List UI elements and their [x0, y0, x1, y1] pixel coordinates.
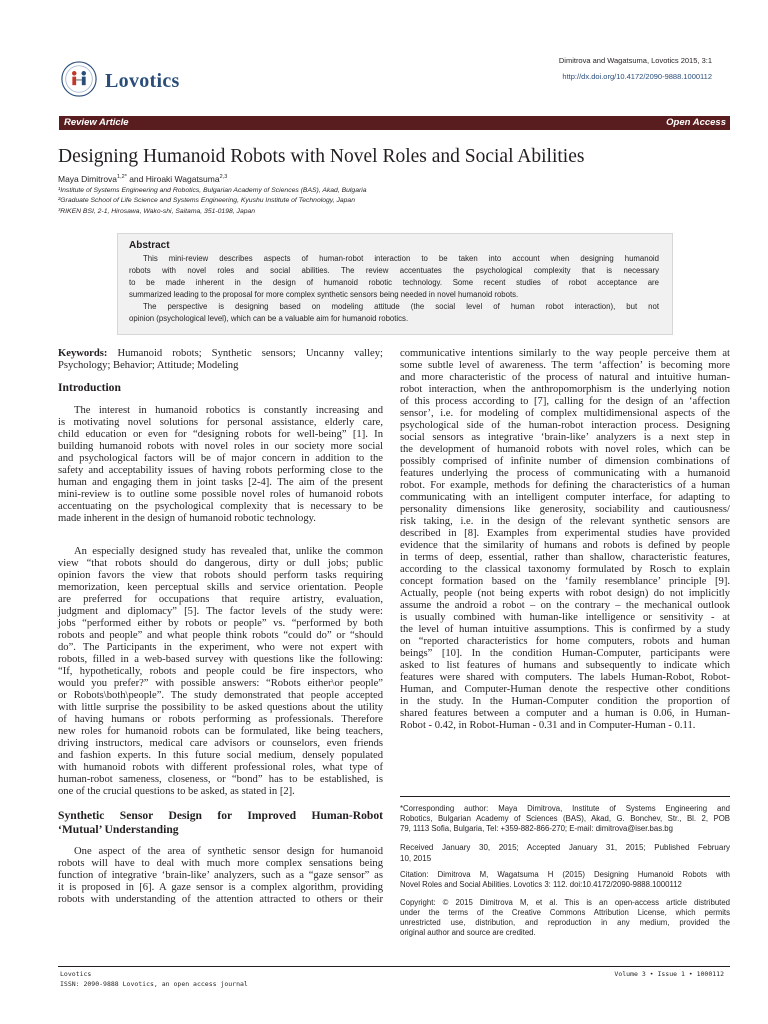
- text-line: Human, and Computer-Human denote the respective other conditions: [400, 684, 730, 695]
- footer-volume: Volume 3 • Issue 1 • 1000112: [614, 970, 724, 978]
- text-line: shared features between a computer and a human is 0.06, in Human-: [400, 708, 730, 719]
- text-line: would you prefer?” with possible answers: “Robots either\or people”: [58, 678, 383, 689]
- text-line: robots and people” and what people think robots “could do” or “should: [58, 630, 383, 641]
- abstract-line: opinion (psychological level), which can be a valuable aim for humanoid robotics.: [129, 314, 409, 323]
- abstract-line: summarized leading to the proposal for more complex synthetic sensors being needed in novel humanoid robots.: [129, 290, 519, 299]
- text-line: made inherent in the design of humanoid robotic technology.: [58, 513, 316, 524]
- text-line: building humanoid robots with novel roles in our society more social: [58, 441, 383, 452]
- received-dates: Received January 30, 2015; Accepted January 31, 2015; Published February 10, 2015: [400, 843, 730, 863]
- introduction-heading: Introduction: [58, 381, 121, 394]
- header-doi-link[interactable]: http://dx.doi.org/10.4172/2090-9888.1000112: [562, 72, 712, 81]
- text-line: One aspect of the area of synthetic sensor design for humanoid: [74, 846, 383, 857]
- keywords-cont: Psychology; Behavior; Attitude; Modeling: [58, 360, 239, 371]
- text-line: beings” [10]. In the condition Human-Computer, participants were: [400, 648, 730, 659]
- abstract-line: robots with novel roles and social abilities. The review accentuates the psychological complexity that is necessary: [129, 266, 659, 275]
- journal-name: Lovotics: [105, 70, 180, 92]
- text-line: personality dimensions like generosity, sociability and cautiousness/: [400, 504, 730, 515]
- text-line: psychological side of the human-robot interaction process. Designing: [400, 420, 730, 431]
- text-line: possibly comprised of infinite number of dimension combinations of: [400, 456, 730, 467]
- text-line: in the study. In the Human-Computer condition the proportion of: [400, 696, 730, 707]
- text-line: function of integrative ‘brain-like’ analyzers, such as a “gaze sensor” as: [58, 870, 383, 881]
- text-line: driving instructors, medical care advisors or counselors, even friends: [58, 738, 383, 749]
- text-line: accentuating on the psychological complexity that is necessary to be: [58, 501, 383, 512]
- text-line: child education or even for “designing robots for well-being” [1]. In: [58, 429, 383, 440]
- text-line: of this process according to [7], calling for the design of an ‘affection: [400, 396, 730, 407]
- text-line: and fashion experts. In this future social medium, densely populated: [58, 750, 383, 761]
- journal-logo: [60, 60, 98, 98]
- affiliation-1: ¹Institute of Systems Engineering and Robotics, Bulgarian Academy of Sciences (BAS), Akad, Bulgaria: [58, 187, 367, 194]
- paper-title: Designing Humanoid Robots with Novel Roles and Social Abilities: [58, 146, 585, 167]
- text-line: it is proposed in [6]. A gaze sensor is a complex algorithm, providing: [58, 882, 383, 893]
- synthetic-heading-cont: ‘Mutual’ Understanding: [58, 823, 179, 836]
- text-line: judgment and diplomacy” [5]. The factor levels of the study were:: [58, 606, 383, 617]
- text-line: is motivating novel solutions for personal assistance, elderly care,: [58, 417, 383, 428]
- text-line: and psychological factors will be of major concern in addition to the: [58, 453, 383, 464]
- text-line: new roles for humanoid robots can be formulated, like being teachers,: [58, 726, 383, 737]
- text-line: in terms of deep, essential, rather than shallow, characteristic features,: [400, 552, 730, 563]
- footer-rule: [58, 966, 730, 967]
- text-line: communicative intentions similarly to the way people perceive them at: [400, 348, 730, 359]
- text-line: social sensors as integrative ‘brain-like’ analyzers is a next step in: [400, 432, 730, 443]
- text-line: robots will have to deal with much more complex sensations being: [58, 858, 383, 869]
- synthetic-heading: Synthetic Sensor Design for Improved Human-Robot: [58, 809, 383, 822]
- authors: Maya Dimitrova$^{1,2*}$ and Hiroaki Wagatsuma$^{2,3}$: [58, 174, 228, 184]
- text-line: features underlying the process of communicating with a humanoid: [400, 468, 730, 479]
- text-line: robots, filled in a web-based survey with questions like the following:: [58, 654, 383, 665]
- text-line: features were shared with computers. The labels Human-Robot, Robot-: [400, 672, 730, 683]
- text-line: is usually combined with human-like intelligence or sensitivity - at: [400, 612, 730, 623]
- abstract-line: to be made inherent in the design of humanoid robotic technology. Some recent studies of robot acceptance are: [129, 278, 659, 287]
- text-line: robot. For example, methods for defining the characteristics of a human: [400, 480, 730, 491]
- abstract-heading: Abstract: [129, 240, 170, 251]
- text-line: assume the android a robot – on the contrary – the mechanical outlook: [400, 600, 730, 611]
- citation: Citation: Dimitrova M, Wagatsuma H (2015) Designing Humanoid Robots with Novel Roles and Social Abilities. Lovotics 3: 112. doi:10.4172/2090-9888.1000112: [400, 870, 730, 889]
- text-line: mini-review is to outline some possible novel roles of humanoid robots: [58, 489, 383, 500]
- footer-journal: Lovotics: [60, 970, 92, 978]
- text-line: jobs “performed either by robots or people” vs. “performed by both: [58, 618, 383, 629]
- text-line: according to the classical taxonomy formulated by Rosch to explain: [400, 564, 730, 575]
- text-line: with little surprise the possibility to be asked questions about the utility: [58, 702, 383, 713]
- footnote-rule: [400, 796, 730, 797]
- text-line: with humanoid robots with different professional roles, what type of: [58, 762, 383, 773]
- affiliation-2: ²Graduate School of Life Science and Systems Engineering, Kyushu Institute of Technology, Japan: [58, 197, 355, 204]
- text-line: do”. The Participants in the experiment, who were not expert with: [58, 642, 383, 653]
- text-line: human-robot sameness, closeness, or “bond” has to be established, is: [58, 774, 383, 785]
- text-line: one of the crucial questions to be asked, as stated in [2].: [58, 786, 295, 797]
- text-line: communicating with an intelligent computer interface, for adapting to: [400, 492, 730, 503]
- copyright: Copyright: © 2015 Dimitrova M, et al. This is an open-access article distributed under the terms of the Creative Commons Attribution License, which permits unrestricted use, distribution, and reproduction in any medium, provided the original author and source are credited.: [400, 898, 730, 937]
- text-line: safety and acceptability issues of having robots performing close to the: [58, 465, 383, 476]
- text-line: and more characteristic of the process of natural and intuitive human-: [400, 372, 730, 383]
- footer-issn: ISSN: 2090-9888 Lovotics, an open access journal: [60, 980, 248, 988]
- text-line: view “that robots should do dangerous, dirty or dull jobs; public: [58, 558, 383, 569]
- text-line: of having humans or robots performing as professionals. Therefore: [58, 714, 383, 725]
- text-line: are preferred for occupations that require artistry, evaluation,: [58, 594, 383, 605]
- text-line: or Robots\both\people”. The study demonstrated that people accepted: [58, 690, 383, 701]
- article-type: Review Article: [64, 117, 129, 128]
- text-line: “If, hypothetically, robots and people could be fire inspectors, who: [58, 666, 383, 677]
- abstract-line: The perspective is designing based on modeling attitude (the social level of human robot interaction), but not: [143, 302, 659, 311]
- text-line: memorization, keen perceptual skills and service orientation. People: [58, 582, 383, 593]
- text-line: robot interaction, when the anthropomorphism is the underlying notion: [400, 384, 730, 395]
- text-line: robots with understanding of the attention attracted to others or their: [58, 894, 383, 905]
- header-citation: Dimitrova and Wagatsuma, Lovotics 2015, 3:1: [558, 56, 712, 65]
- text-line: human and engaging them in joint tasks [2-4]. The aim of the present: [58, 477, 383, 488]
- keywords: Keywords: Humanoid robots; Synthetic sensors; Uncanny valley;: [58, 348, 383, 359]
- affiliation-3: ³RIKEN BSI, 2-1, Hirosawa, Wako-shi, Saitama, 351-0198, Japan: [58, 208, 256, 215]
- text-line: The interest in humanoid robotics is constantly increasing and: [74, 405, 383, 416]
- text-line: Robot - 0.42, in Robot-Human - 0.31 and in Computer-Human - 0.11.: [400, 720, 696, 731]
- corresponding-author: *Corresponding author: Maya Dimitrova, Institute of Systems Engineering and Robotics, Bulgarian Academy of Sciences (BAS), Akad, G. Bonchev, Str., Bl. 2, POB 79, 1113 Sofia, Bulgaria, Tel: +359-882-866-270; E-mail: dimitrova@iser.bas.bg: [400, 804, 730, 833]
- article-type-band: [59, 116, 730, 130]
- text-line: the development of humanoid robots with novel roles, which can be: [400, 444, 730, 455]
- abstract-line: This mini-review describes aspects of human-robot interaction to be taken into account when designing humanoid: [143, 254, 659, 263]
- text-line: opinion favors the view that robots should perform tasks requiring: [58, 570, 383, 581]
- text-line: described in [8]. Examples from experimental studies have provided: [400, 528, 730, 539]
- text-line: sensor’, i.e. for modeling of complex multidimensional aspects of the: [400, 408, 730, 419]
- text-line: concept formation based on the ‘family resemblance’ principle [9].: [400, 576, 730, 587]
- text-line: evidence that the similarity of humans and robots is defined by people: [400, 540, 730, 551]
- text-line: some subtle level of awareness. The term ‘affection’ is becoming more: [400, 360, 730, 371]
- text-line: Actually, people (not being experts with robot design) do not implicitly: [400, 588, 730, 599]
- text-line: asked to list features of humans and subsequently to indicate which: [400, 660, 730, 671]
- text-line: An especially designed study has revealed that, unlike the common: [74, 546, 383, 557]
- text-line: on “reported characteristics for home computers, robots and human: [400, 636, 730, 647]
- open-access-label: Open Access: [666, 117, 726, 128]
- text-line: risk taking, i.e. in the design of the relevant synthetic sensors are: [400, 516, 730, 527]
- text-line: the level of human intuitive assumptions. This is confirmed by a study: [400, 624, 730, 635]
